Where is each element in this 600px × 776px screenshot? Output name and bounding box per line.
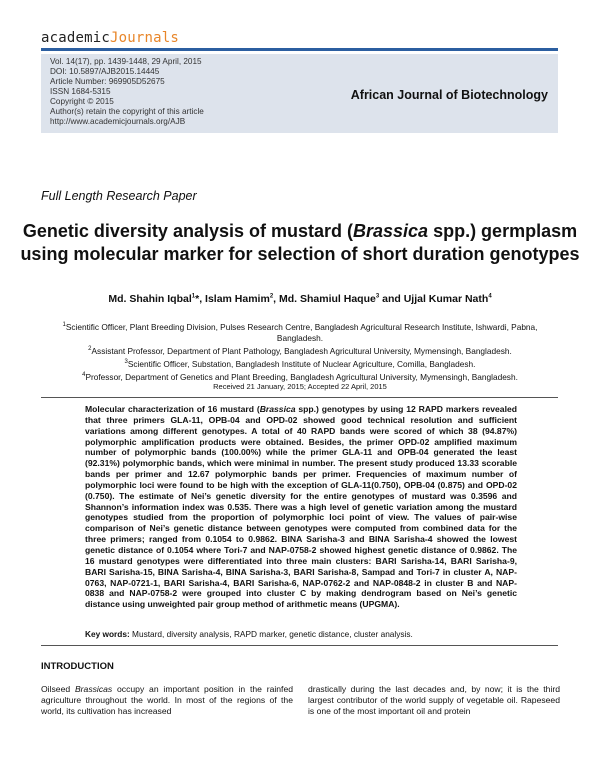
title-part1: Genetic diversity analysis of mustard ( [22,221,353,241]
article-meta [50,57,204,127]
keywords [85,629,413,639]
affiliation [0,357,600,370]
affiliation-sup: 1 [62,322,66,328]
affiliation-sup: 2 [88,346,92,353]
intro-column-right: drastically during the last decades and, by now; it is the third largest contributor of the world supply of vegetable oil. Rapeseed is one of the most important oil and protein [308,684,560,716]
keywords-label: Key words: [85,629,130,639]
abstract-part2: spp.) genotypes by using 12 RAPD markers revealed that three primers GLA-11, OPB-04 and OPD-02 showed good technical resolution and sufficient variations among different genotypes. A total of 40 RAPD bands were scored of which 38 (94.87%) polymorphic amplification products were obtained. Besides, the primer OPD-02 amplified maximum number of polymorphic bands (100.00%) while the primer GLA-11 and OPB-04 generated the least (92.31%) polymorphic bands, which were minimal in number. The present study produced 13.33 scorable bands per primer and 12.67 polymorphic bands per primer. Frequencies of maximum number of polymorphic loci were found to be high with the exception of GLA-11(0.750), OPB-04 (0.875) and OPD-02 (0.750). The estimate of Nei’s genetic diversity for the entire genotypes of mustard was 0.3596 and Shannon’s information index was 0.535. There was a high level of genetic variation among the mustard genotypes studied from the proportion of polymorphic loci point of view. The values of pair-wise comparison of Nei’s genetic distance between genotypes were computed from combined data for the three primers; ranged from 0.1054 to 0.9862. BINA Sarisha-3 and BINA Sarisha-4 showed the lowest genetic distance of 0.1054 where Tori-7 and NAP-0758-2 showed highest genetic distance of 0.9862. The 16 mustard genotypes were differentiated into three main clusters: BARI Sarisha-14, BARI Sarisha-9, BARI Sarisha-15, BINA Sarisha-4, BINA Sarisha-3, BARI Sarisha-8, Sampad and Tori-7 in cluster A, NAP-0763, NAP-0721-1, BARI Sarisha-4, BARI Sarisha-6, NAP-0762-2 and NAP-0848-2 in cluster B and NAP-0838 and NAP-0758-2 were grouped into cluster C by making dendrogram based on Nei’s genetic distance using unweighted pair group method of arithmetic means (UPGMA). [85,404,517,610]
affiliation-sup: 4 [82,372,86,379]
author-separator: *, [195,293,206,305]
affiliation [0,320,600,344]
author-name: Md. Shamiul Haque [279,293,376,305]
paper-title [0,220,600,265]
author-name: Ujjal Kumar Nath [403,293,489,305]
volume-info: Vol. 14(17), pp. 1439-1448, 29 April, 2015 [50,57,202,66]
abstract-top-rule [41,397,558,398]
author-separator: and [379,293,404,305]
author-separator: , [273,293,279,305]
doi[interactable]: DOI: 10.5897/AJB2015.14445 [50,67,160,76]
abstract [85,404,517,610]
abstract-part1: Molecular characterization of 16 mustard ( [85,404,260,414]
author-sup: 4 [488,293,492,300]
abstract-bottom-rule [41,645,558,646]
affiliation-sup: 3 [124,359,128,366]
affiliation-text: Assistant Professor, Department of Plant Pathology, Bangladesh Agricultural University, Mymensingh, Bangladesh. [91,346,512,357]
affiliations [0,320,600,384]
keywords-text: Mustard, diversity analysis, RAPD marker, genetic distance, cluster analysis. [129,629,413,639]
section-heading: INTRODUCTION [41,661,114,672]
logo-part1: academic [41,30,111,46]
affiliation [0,344,600,357]
affiliation-text: Professor, Department of Genetics and Plant Breeding, Bangladesh Agricultural University, Mymensingh, Bangladesh. [85,372,518,383]
journal-logo [41,30,179,46]
article-number: Article Number: 969905D52675 [50,77,165,86]
rights-notice: Author(s) retain the copyright of this article [50,107,204,116]
author-list [0,293,600,305]
author-sup: 2 [269,293,274,300]
title-part2: spp.) germplasm using molecular marker for selection of short duration genotypes [20,221,580,264]
intro-text-part2: occupy an important position in the rainfed agriculture throughout the world. In most of the regions of the world, its cultivation has increased [41,684,293,716]
header-rule [41,48,558,51]
journal-url[interactable]: http://www.academicjournals.org/AJB [50,117,186,126]
article-info-box [41,54,558,133]
affiliation-text: Scientific Officer, Plant Breeding Division, Pulses Research Centre, Bangladesh Agricultural Research Institute, Ishwardi, Pabna, Bangladesh. [65,321,538,344]
copyright: Copyright © 2015 [50,97,114,106]
author-sup: 1 [191,293,196,300]
intro-column-left [41,684,293,717]
abstract-italic: Brassica [259,404,296,414]
affiliation-text: Scientific Officer, Substation, Bangladesh Institute of Nuclear Agriculture, Comilla, Bangladesh. [127,359,476,370]
author-name: Islam Hamim [205,293,270,305]
journal-title: African Journal of Biotechnology [350,88,548,102]
title-italic: Brassica [353,221,429,241]
author-sup: 3 [375,293,380,300]
logo-part2: Journals [110,30,180,46]
intro-italic: Brassicas [74,684,113,694]
received-accepted-dates: Received 21 January, 2015; Accepted 22 April, 2015 [213,382,387,391]
author-name: Md. Shahin Iqbal [108,293,192,305]
issn: ISSN 1684-5315 [50,87,111,96]
paper-type: Full Length Research Paper [41,189,197,203]
intro-text-part1: Oilseed [41,684,75,694]
